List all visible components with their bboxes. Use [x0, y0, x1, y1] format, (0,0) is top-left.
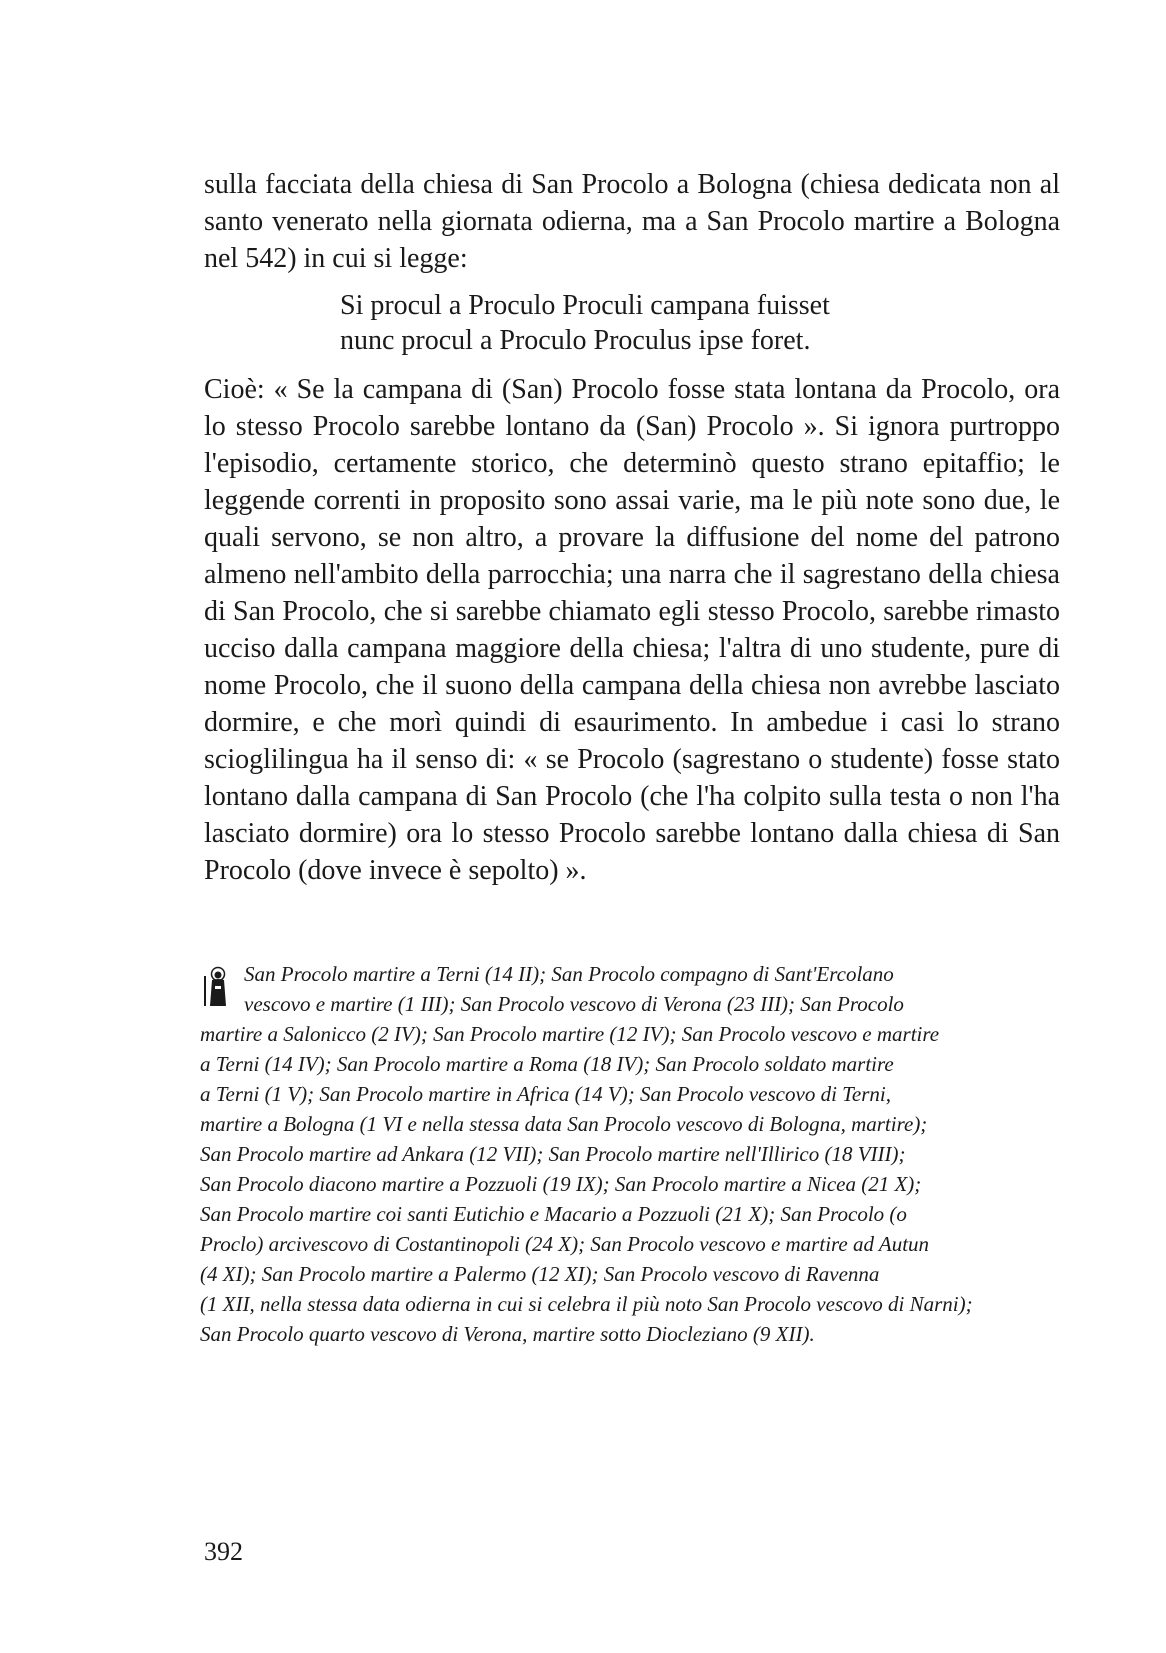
notes-line: (4 XI); San Procolo martire a Palermo (12 XI); San Procolo vescovo di Ravenna: [200, 1262, 880, 1286]
notes-line: a Terni (14 IV); San Procolo martire a Roma (18 IV); San Procolo soldato martire: [200, 1052, 894, 1076]
notes-line: martire a Bologna (1 VI e nella stessa data San Procolo vescovo di Bologna, martire);: [200, 1112, 928, 1136]
epitaph-verse-line: Si procul a Proculo Proculi campana fuisset: [340, 290, 830, 321]
notes-line: San Procolo martire ad Ankara (12 VII); San Procolo martire nell'Illirico (18 VIII);: [200, 1142, 906, 1166]
notes-line: a Terni (1 V); San Procolo martire in Africa (14 V); San Procolo vescovo di Terni,: [200, 1082, 891, 1106]
notes-line: Proclo) arcivescovo di Costantinopoli (24 X); San Procolo vescovo e martire ad Autun: [200, 1232, 930, 1256]
notes-line: (1 XII, nella stessa data odierna in cui si celebra il più noto San Procolo vescovo di Narni);: [200, 1292, 973, 1316]
epitaph-verse-line: nunc procul a Proculo Proculus ipse foret.: [340, 325, 811, 356]
notes-line: martire a Salonicco (2 IV); San Procolo martire (12 IV); San Procolo vescovo e martire: [200, 1022, 940, 1046]
notes-line: San Procolo martire a Terni (14 II); San Procolo compagno di Sant'Ercolano: [244, 962, 894, 986]
saints-notes: [200, 959, 1062, 1349]
notes-line: San Procolo diacono martire a Pozzuoli (19 IX); San Procolo martire a Nicea (21 X);: [200, 1172, 922, 1196]
notes-line: vescovo e martire (1 III); San Procolo vescovo di Verona (23 III); San Procolo: [244, 992, 904, 1016]
notes-line: San Procolo martire coi santi Eutichio e Macario a Pozzuoli (21 X); San Procolo (o: [200, 1202, 907, 1226]
intro-paragraph: sulla facciata della chiesa di San Procolo a Bologna (chiesa dedicata non al santo venerato nella giornata odierna, ma a San Procolo martire a Bologna nel 542) in cui si legge:: [204, 169, 1060, 274]
notes-line: San Procolo quarto vescovo di Verona, martire sotto Diocleziano (9 XII).: [200, 1322, 815, 1346]
explanation-paragraph: Cioè: « Se la campana di (San) Procolo fosse stata lontana da Procolo, ora lo stesso Procolo sarebbe lontano da (San) Procolo ». Si ignora purtroppo l'episodio, certamente storico, che determinò questo strano epitaffio; le leggende correnti in proposito sono assai varie, ma le più note sono due, le quali servono, se non altro, a provare la diffusione del nome del patrono almeno nell'ambito della parrocchia; una narra che il sagrestano della chiesa di San Procolo, che si sarebbe chiamato egli stesso Procolo, sarebbe rimasto ucciso dalla campana maggiore della chiesa; l'altra di uno studente, pure di nome Procolo, che il suono della campana della chiesa non avrebbe lasciato dormire, e che morì quindi di esaurimento. In ambedue i casi lo strano scioglilingua ha il senso di: « se Procolo (sagrestano o studente) fosse stato lontano dalla campana di San Procolo (che l'ha colpito sulla testa o non l'ha lasciato dormire) ora lo stesso Procolo sarebbe lontano dalla chiesa di San Procolo (dove invece è sepolto) ».: [204, 374, 1060, 886]
page-number: 392: [204, 1537, 243, 1566]
